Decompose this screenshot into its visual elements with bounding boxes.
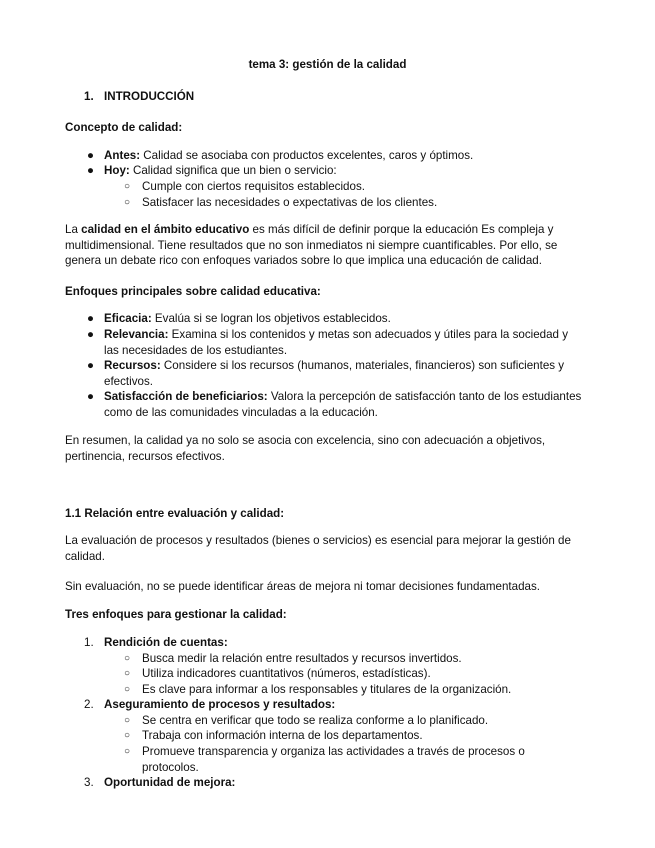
- aseguramiento-subitem: Promueve transparencia y organiza las actividades a través de procesos o protocolos.: [142, 745, 525, 774]
- bullet-icon: ●: [87, 328, 95, 341]
- enfoque-aseguramiento-title: Aseguramiento de procesos y resultados:: [104, 698, 336, 711]
- circle-bullet-icon: ○: [124, 181, 131, 192]
- concept-item-antes: Antes: Calidad se asociaba con productos excelentes, caros y óptimos.: [104, 149, 474, 162]
- rendicion-subitem: Es clave para informar a los responsables y titulares de la organización.: [142, 683, 512, 696]
- concept-subitem: Satisfacer las necesidades o expectativas de los clientes.: [142, 196, 438, 209]
- list-number: 1.: [84, 636, 94, 649]
- bullet-icon: ●: [87, 164, 95, 177]
- bullet-icon: ●: [87, 149, 95, 162]
- document-title: tema 3: gestión de la calidad: [248, 58, 407, 71]
- paragraph-resumen: En resumen, la calidad ya no solo se asocia con excelencia, sino con adecuación a objetivos, pertinencia, recursos efectivos.: [65, 434, 546, 463]
- enfoque-item-eficacia: Eficacia: Evalúa si se logran los objetivos establecidos.: [104, 312, 391, 325]
- circle-bullet-icon: ○: [124, 684, 131, 695]
- rendicion-subitem: Utiliza indicadores cuantitativos (números, estadísticas).: [142, 667, 431, 680]
- concept-item-hoy: Hoy: Calidad significa que un bien o servicio:: [104, 164, 337, 177]
- concept-subitem: Cumple con ciertos requisitos establecidos.: [142, 180, 365, 193]
- section-1-1-heading: 1.1 Relación entre evaluación y calidad:: [65, 507, 285, 520]
- circle-bullet-icon: ○: [124, 653, 131, 664]
- list-number: 3.: [84, 776, 94, 789]
- enfoque-item-recursos: Recursos: Considere si los recursos (humanos, materiales, financieros) son suficientes y efectivos.: [104, 359, 565, 388]
- enfoque-rendicion-title: Rendición de cuentas:: [104, 636, 228, 649]
- section-1-1-paragraph-2: Sin evaluación, no se puede identificar áreas de mejora ni tomar decisiones fundamentadas.: [65, 580, 540, 593]
- circle-bullet-icon: ○: [124, 746, 131, 757]
- concept-heading: Concepto de calidad:: [65, 121, 183, 134]
- intro-heading: INTRODUCCIÓN: [104, 90, 195, 103]
- aseguramiento-subitem: Se centra en verificar que todo se realiza conforme a lo planificado.: [142, 714, 489, 727]
- bullet-icon: ●: [87, 312, 95, 325]
- circle-bullet-icon: ○: [124, 197, 131, 208]
- bullet-icon: ●: [87, 390, 95, 403]
- list-number: 2.: [84, 698, 94, 711]
- rendicion-subitem: Busca medir la relación entre resultados y recursos invertidos.: [142, 652, 462, 665]
- intro-number: 1.: [84, 90, 94, 103]
- circle-bullet-icon: ○: [124, 668, 131, 679]
- section-1-1-paragraph-1: La evaluación de procesos y resultados (bienes o servicios) es esencial para mejorar la gestión de calidad.: [65, 534, 571, 563]
- circle-bullet-icon: ○: [124, 730, 131, 741]
- bullet-icon: ●: [87, 359, 95, 372]
- tres-enfoques-heading: Tres enfoques para gestionar la calidad:: [65, 608, 287, 621]
- enfoque-item-satisfaccion: Satisfacción de beneficiarios: Valora la percepción de satisfacción tanto de los estudiantes como de las comunidades vinculadas a la educación.: [104, 390, 582, 419]
- enfoques-heading: Enfoques principales sobre calidad educativa:: [65, 285, 321, 298]
- enfoque-item-relevancia: Relevancia: Examina si los contenidos y metas son adecuados y útiles para la sociedad y las necesidades de los estudiantes.: [104, 328, 569, 357]
- enfoque-oportunidad-title: Oportunidad de mejora:: [104, 776, 236, 789]
- circle-bullet-icon: ○: [124, 715, 131, 726]
- aseguramiento-subitem: Trabaja con información interna de los departamentos.: [142, 729, 423, 742]
- paragraph-calidad-educativa: La calidad en el ámbito educativo es más difícil de definir porque la educación Es compleja y multidimensional. Tiene resultados que no son inmediatos ni siempre cuantificables. Por ello, se genera un debate rico con enfoques variados sobre lo que implica una educación de calidad.: [65, 223, 558, 267]
